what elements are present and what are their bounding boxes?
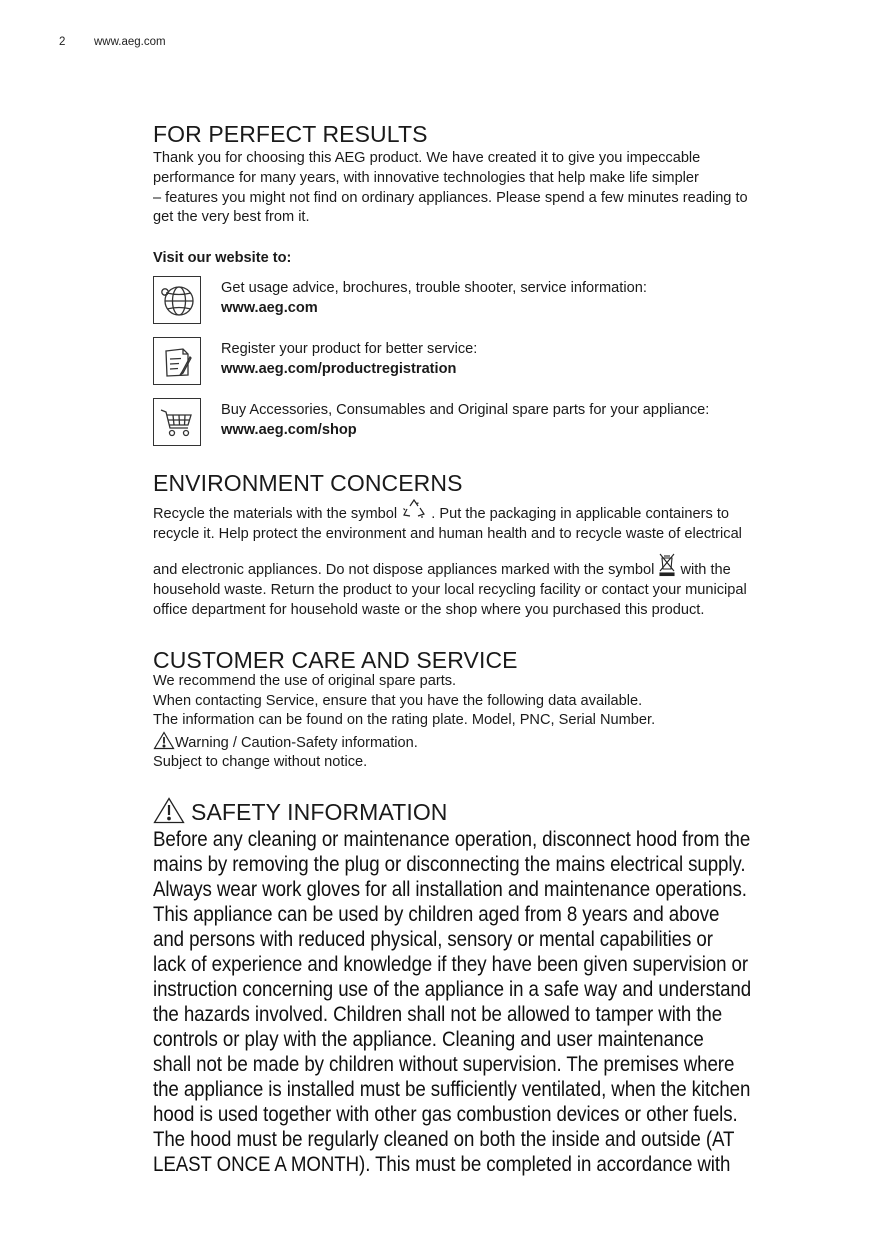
site-text-shop: Buy Accessories, Consumables and Original spare parts for your appliance: (221, 402, 710, 419)
environment-paragraph (153, 499, 843, 620)
safety-title: SAFETY INFORMATION (191, 798, 448, 825)
header-website: www.aeg.com (94, 36, 166, 48)
recycle-icon (401, 499, 427, 521)
safety-line: controls or play with the appliance. Cleaning and user maintenance (153, 1027, 704, 1051)
care-line: When contacting Service, ensure that you have the following data available. (153, 692, 643, 709)
site-text-registration: Register your product for better service: (221, 341, 478, 358)
safety-line: Before any cleaning or maintenance operation, disconnect hood from the (153, 827, 751, 851)
site-row-registration (153, 337, 843, 390)
link-product-registration[interactable]: www.aeg.com/productregistration (221, 361, 457, 378)
intro-paragraph (153, 149, 843, 228)
warning-line: Warning / Caution-Safety information. (175, 734, 418, 751)
env-line: office department for household waste or the shop where you purchased this product. (153, 602, 705, 619)
site-text-usage: Get usage advice, brochures, trouble shooter, service information: (221, 280, 647, 297)
env-line: with the (680, 562, 731, 579)
intro-line: performance for many years, with innovative technologies that help make life simpler (153, 169, 699, 186)
safety-line: The hood must be regularly cleaned on both the inside and outside (AT (153, 1127, 735, 1151)
intro-line: – features you might not find on ordinary appliances. Please spend a few minutes reading to (153, 189, 748, 206)
env-line: recycle it. Help protect the environment and human health and to recycle waste of electrical (153, 526, 742, 543)
visit-label: Visit our website to: (153, 250, 292, 267)
env-line: household waste. Return the product to your local recycling facility or contact your municipal (153, 582, 747, 599)
warning-triangle-icon (153, 797, 185, 824)
link-shop[interactable]: www.aeg.com/shop (221, 422, 357, 439)
customer-care-block (153, 672, 843, 773)
intro-line: get the very best from it. (153, 209, 310, 226)
registration-form-icon (153, 337, 201, 385)
safety-heading (153, 797, 843, 826)
safety-line: lack of experience and knowledge if they have been given supervision or (153, 952, 749, 976)
safety-paragraph (153, 827, 819, 1177)
safety-line: mains by removing the plug or disconnecting the mains electrical supply. (153, 852, 746, 876)
care-line: We recommend the use of original spare parts. (153, 673, 457, 690)
notice-line: Subject to change without notice. (153, 754, 368, 771)
customer-care-title: CUSTOMER CARE AND SERVICE (153, 647, 518, 674)
safety-line: shall not be made by children without supervision. The premises where (153, 1052, 735, 1076)
crossed-bin-icon (658, 553, 676, 577)
env-line: . Put the packaging in applicable containers to (431, 506, 730, 523)
shopping-cart-icon (153, 398, 201, 446)
link-aeg-com[interactable]: www.aeg.com (221, 300, 318, 317)
care-line: The information can be found on the rating plate. Model, PNC, Serial Number. (153, 712, 656, 729)
safety-line: Always wear work gloves for all installation and maintenance operations. (153, 877, 747, 901)
perfect-results-title: FOR PERFECT RESULTS (153, 121, 428, 147)
env-line: Recycle the materials with the symbol (153, 506, 398, 523)
safety-line: instruction concerning use of the appliance in a safe way and understand (153, 977, 752, 1001)
safety-line: LEAST ONCE A MONTH). This must be completed in accordance with (153, 1152, 731, 1176)
globe-at-icon (153, 276, 201, 324)
safety-line: the appliance is installed must be sufficiently ventilated, when the kitchen (153, 1077, 751, 1101)
env-line: and electronic appliances. Do not dispose appliances marked with the symbol (153, 562, 655, 579)
page-number: 2 (59, 36, 66, 48)
safety-line: This appliance can be used by children aged from 8 years and above (153, 902, 720, 926)
page-header (59, 36, 166, 48)
warning-triangle-icon (153, 731, 175, 750)
intro-line: Thank you for choosing this AEG product. We have created it to give you impeccable (153, 150, 701, 166)
site-row-usage (153, 276, 843, 329)
environment-title: ENVIRONMENT CONCERNS (153, 470, 463, 497)
safety-line: the hazards involved. Children shall not be allowed to tamper with the (153, 1002, 723, 1026)
safety-line: hood is used together with other gas combustion devices or other fuels. (153, 1102, 738, 1126)
site-row-shop (153, 398, 843, 451)
page-content (153, 120, 843, 1177)
safety-line: and persons with reduced physical, sensory or mental capabilities or (153, 927, 713, 951)
